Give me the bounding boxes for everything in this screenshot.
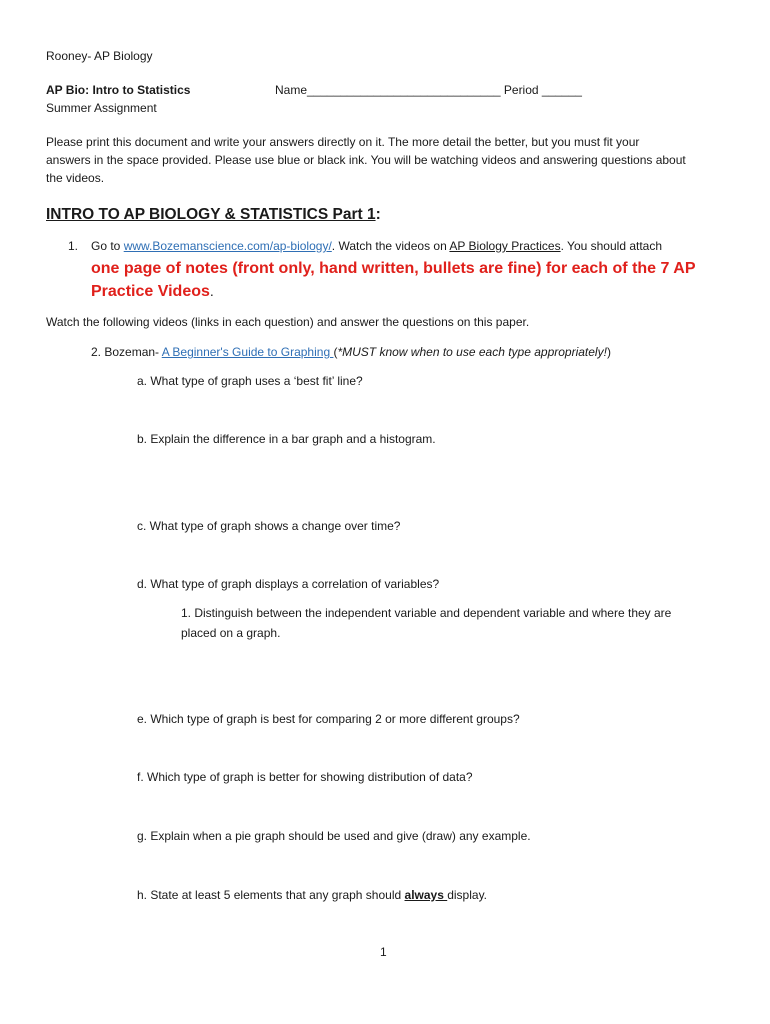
question-b: b. Explain the difference in a bar graph and a histogram. <box>137 432 436 446</box>
item-1-after-link: . Watch the videos on <box>331 239 450 253</box>
item-2-note: *MUST know when to use each type appropriately! <box>337 345 607 359</box>
instructions-line-1: Please print this document and write your answers directly on it. The more detail the better, but you must fit your <box>46 135 640 149</box>
ap-biology-practices: AP Biology Practices <box>449 239 561 253</box>
teacher-line: Rooney- AP Biology <box>46 49 153 63</box>
item-1-line <box>91 238 662 254</box>
question-h-always: always <box>404 888 448 902</box>
item-2-prefix: 2. Bozeman- <box>91 345 162 359</box>
practice-videos-period: . <box>209 283 214 299</box>
item-1-go-to: Go to <box>91 239 124 253</box>
section-title: INTRO TO AP BIOLOGY & STATISTICS Part 1 <box>46 206 376 223</box>
item-2-paren-open: ( <box>333 345 338 359</box>
watch-instructions: Watch the following videos (links in each question) and answer the questions on this paper. <box>46 315 530 329</box>
question-h-suffix: display. <box>447 888 488 902</box>
instructions-line-3: the videos. <box>46 171 105 185</box>
course-title: AP Bio: Intro to Statistics <box>46 83 191 97</box>
question-e: e. Which type of graph is best for comparing 2 or more different groups? <box>137 712 520 726</box>
item-1-number: 1. <box>68 239 79 253</box>
item-2-line <box>91 344 611 360</box>
question-d: d. What type of graph displays a correlation of variables? <box>137 577 440 591</box>
question-h <box>137 887 487 903</box>
graphing-guide-link[interactable]: A Beginner's Guide to Graphing <box>161 345 334 359</box>
section-title-colon: : <box>375 206 381 223</box>
name-period-line: Name_____________________________ Period ______ <box>275 83 582 97</box>
assignment-label: Summer Assignment <box>46 101 157 115</box>
bozeman-link[interactable]: www.Bozemanscience.com/ap-biology/ <box>123 239 332 253</box>
question-d1-line-2: placed on a graph. <box>181 626 281 640</box>
notes-requirement-line-1: one page of notes (front only, hand written, bullets are fine) for each of the 7 AP <box>91 260 696 277</box>
question-c: c. What type of graph shows a change over time? <box>137 519 401 533</box>
question-a: a. What type of graph uses a ‘best fit’ line? <box>137 374 363 388</box>
question-f: f. Which type of graph is better for showing distribution of data? <box>137 770 473 784</box>
notes-requirement-line-2 <box>91 280 214 303</box>
item-2-paren-close: ) <box>606 345 611 359</box>
page-number: 1 <box>380 945 387 959</box>
item-1-attach: . You should attach <box>560 239 663 253</box>
instructions-line-2: answers in the space provided. Please use blue or black ink. You will be watching videos and answering questions about <box>46 153 686 167</box>
question-d1-line-1: 1. Distinguish between the independent variable and dependent variable and where they are <box>181 606 672 620</box>
question-h-prefix: h. State at least 5 elements that any graph should <box>137 888 405 902</box>
question-g: g. Explain when a pie graph should be used and give (draw) any example. <box>137 829 531 843</box>
section-heading <box>46 205 381 225</box>
practice-videos-label: Practice Videos <box>91 283 210 300</box>
